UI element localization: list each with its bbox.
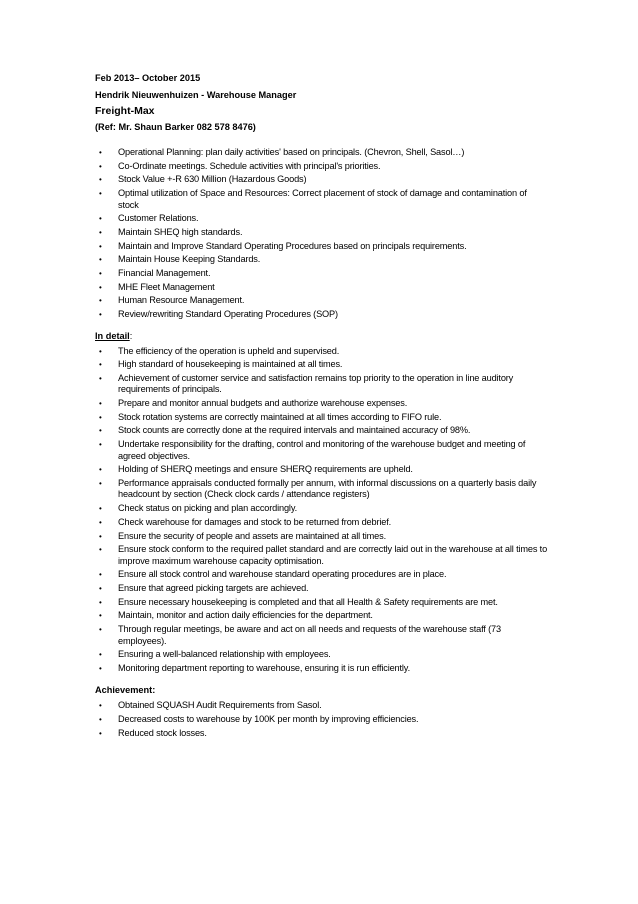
bullet-icon: • — [99, 545, 102, 555]
list-item — [95, 728, 548, 739]
list-item — [95, 663, 548, 674]
reference-line: (Ref: Mr. Shaun Barker 082 578 8476) — [95, 122, 256, 132]
list-item-text: Check status on picking and plan accordingly. — [118, 503, 297, 514]
list-item-text: Stock Value +-R 630 Million (Hazardous Goods) — [118, 174, 307, 185]
list-item — [95, 282, 548, 293]
list-item-text: Stock counts are correctly done at the required intervals and maintained accuracy of 98%. — [118, 425, 471, 436]
bullet-icon: • — [99, 296, 102, 306]
list-item-text: Financial Management. — [118, 268, 211, 279]
list-item-text: Obtained SQUASH Audit Requirements from Sasol. — [118, 700, 322, 711]
bullet-icon: • — [99, 728, 102, 738]
list-item-text: Ensuring a well-balanced relationship with employees. — [118, 649, 331, 660]
bullet-icon: • — [99, 504, 102, 514]
person-role: Hendrik Nieuwenhuizen - Warehouse Manager — [95, 90, 297, 100]
bullet-icon: • — [99, 346, 102, 356]
list-item — [95, 268, 548, 279]
bullet-icon: • — [99, 373, 102, 383]
list-item — [95, 213, 548, 224]
list-item — [95, 700, 548, 711]
bullet-icon: • — [99, 531, 102, 541]
list-item-text: Stock rotation systems are correctly maintained at all times according to FIFO rule. — [118, 411, 442, 422]
bullet-icon: • — [99, 175, 102, 185]
list-item — [95, 147, 548, 158]
list-item — [95, 610, 548, 621]
list-item-text: High standard of housekeeping is maintained at all times. — [118, 359, 343, 370]
list-item-text: Through regular meetings, be aware and act on all needs and requests of the warehouse staff (73 employees). — [118, 624, 501, 646]
list-item-text: Ensure the security of people and assets are maintained at all times. — [118, 530, 386, 541]
list-item — [95, 649, 548, 660]
list-item-text: Achievement of customer service and satisfaction remains top priority to the operation in line auditory requirements of principals. — [118, 372, 514, 395]
bullet-icon: • — [99, 584, 102, 594]
list-item — [95, 241, 548, 252]
list-item-text: Ensure that agreed picking targets are achieved. — [118, 583, 309, 594]
bullet-icon: • — [99, 611, 102, 621]
list-item-text: Maintain House Keeping Standards. — [118, 254, 261, 265]
in-detail-heading — [95, 330, 548, 342]
achievement-list — [95, 700, 548, 739]
bullet-icon: • — [99, 517, 102, 527]
list-item — [95, 597, 548, 608]
list-item-text: Ensure all stock control and warehouse standard operating procedures are in place. — [118, 569, 447, 580]
in-detail-colon: : — [129, 330, 133, 341]
list-item-text: Undertake responsibility for the drafting, control and monitoring of the warehouse budget and meeting of agreed objectives. — [118, 439, 526, 461]
list-item — [95, 254, 548, 265]
list-item — [95, 425, 548, 436]
list-item — [95, 359, 548, 370]
bullet-icon: • — [99, 282, 102, 292]
list-item — [95, 346, 548, 357]
list-item-text: The efficiency of the operation is upheld and supervised. — [118, 345, 340, 356]
list-item — [95, 412, 548, 423]
list-item-text: Decreased costs to warehouse by 100K per month by improving efficiencies. — [118, 714, 419, 725]
list-item — [95, 227, 548, 238]
list-item-text: Review/rewriting Standard Operating Procedures (SOP) — [118, 309, 338, 320]
list-item — [95, 188, 548, 211]
list-item — [95, 583, 548, 594]
list-item — [95, 531, 548, 542]
list-item — [95, 161, 548, 172]
bullet-icon: • — [99, 625, 102, 635]
bullet-icon: • — [99, 650, 102, 660]
list-item — [95, 478, 548, 501]
bullet-icon: • — [99, 189, 102, 199]
bullet-icon: • — [99, 255, 102, 265]
bullet-icon: • — [99, 715, 102, 725]
bullet-icon: • — [99, 269, 102, 279]
bullet-icon: • — [99, 214, 102, 224]
list-item — [95, 569, 548, 580]
list-item — [95, 373, 548, 396]
bullet-icon: • — [99, 701, 102, 711]
list-item-text: Monitoring department reporting to warehouse, ensuring it is run efficiently. — [118, 662, 410, 673]
bullet-icon: • — [99, 148, 102, 157]
list-item-text: Holding of SHERQ meetings and ensure SHERQ requirements are upheld. — [118, 464, 413, 475]
bullet-icon: • — [99, 412, 102, 422]
list-item — [95, 464, 548, 475]
list-item — [95, 309, 548, 320]
list-item-text: Co-Ordinate meetings. Schedule activities with principal's priorities. — [118, 160, 381, 171]
list-item-text: Maintain SHEQ high standards. — [118, 226, 243, 237]
list-item-text: Performance appraisals conducted formally per annum, with informal discussions on a quarterly basis daily headcount by section (Check clock cards / attendance registers) — [118, 477, 537, 500]
bullet-icon: • — [99, 440, 102, 450]
list-item — [95, 517, 548, 528]
list-item — [95, 295, 548, 306]
list-item-text: Reduced stock losses. — [118, 727, 207, 738]
bullet-icon: • — [99, 426, 102, 436]
bullet-icon: • — [99, 597, 102, 607]
bullet-icon: • — [99, 570, 102, 580]
bullet-icon: • — [99, 227, 102, 237]
in-detail-title: In detail — [95, 330, 130, 341]
list-item — [95, 503, 548, 514]
bullet-icon: • — [99, 663, 102, 673]
list-item — [95, 174, 548, 185]
list-item — [95, 439, 548, 462]
list-item — [95, 398, 548, 409]
bullet-icon: • — [99, 161, 102, 171]
bullet-icon: • — [99, 310, 102, 320]
list-item-text: Human Resource Management. — [118, 295, 245, 306]
list-item-text: Maintain and Improve Standard Operating Procedures based on principals requirements. — [118, 240, 467, 251]
list-item-text: Ensure stock conform to the required pallet standard and are correctly laid out in the warehouse at all times to improve maximum warehouse capacity optimisation. — [118, 544, 548, 566]
achievement-heading: Achievement: — [95, 685, 156, 696]
employment-period: Feb 2013– October 2015 — [95, 73, 201, 83]
list-item — [95, 714, 548, 725]
duties-list — [95, 147, 548, 321]
list-item-text: Check warehouse for damages and stock to be returned from debrief. — [118, 516, 392, 527]
in-detail-list — [95, 346, 548, 675]
list-item-text: Ensure necessary housekeeping is completed and that all Health & Safety requirements are met. — [118, 596, 498, 607]
list-item — [95, 624, 548, 647]
list-item-text: Maintain, monitor and action daily efficiencies for the department. — [118, 610, 373, 621]
list-item-text: Operational Planning: plan daily activities' based on principals. (Chevron, Shell, Sasol…) — [118, 147, 465, 157]
bullet-icon: • — [99, 241, 102, 251]
list-item-text: Optimal utilization of Space and Resources: Correct placement of stock of damage and contamination of stock — [118, 188, 527, 210]
bullet-icon: • — [99, 360, 102, 370]
list-item-text: MHE Fleet Management — [118, 281, 215, 292]
list-item — [95, 544, 548, 567]
bullet-icon: • — [99, 465, 102, 475]
list-item-text: Customer Relations. — [118, 213, 199, 224]
bullet-icon: • — [99, 399, 102, 409]
bullet-icon: • — [99, 478, 102, 488]
company-name: Freight-Max — [95, 105, 155, 117]
list-item-text: Prepare and monitor annual budgets and authorize warehouse expenses. — [118, 398, 408, 409]
